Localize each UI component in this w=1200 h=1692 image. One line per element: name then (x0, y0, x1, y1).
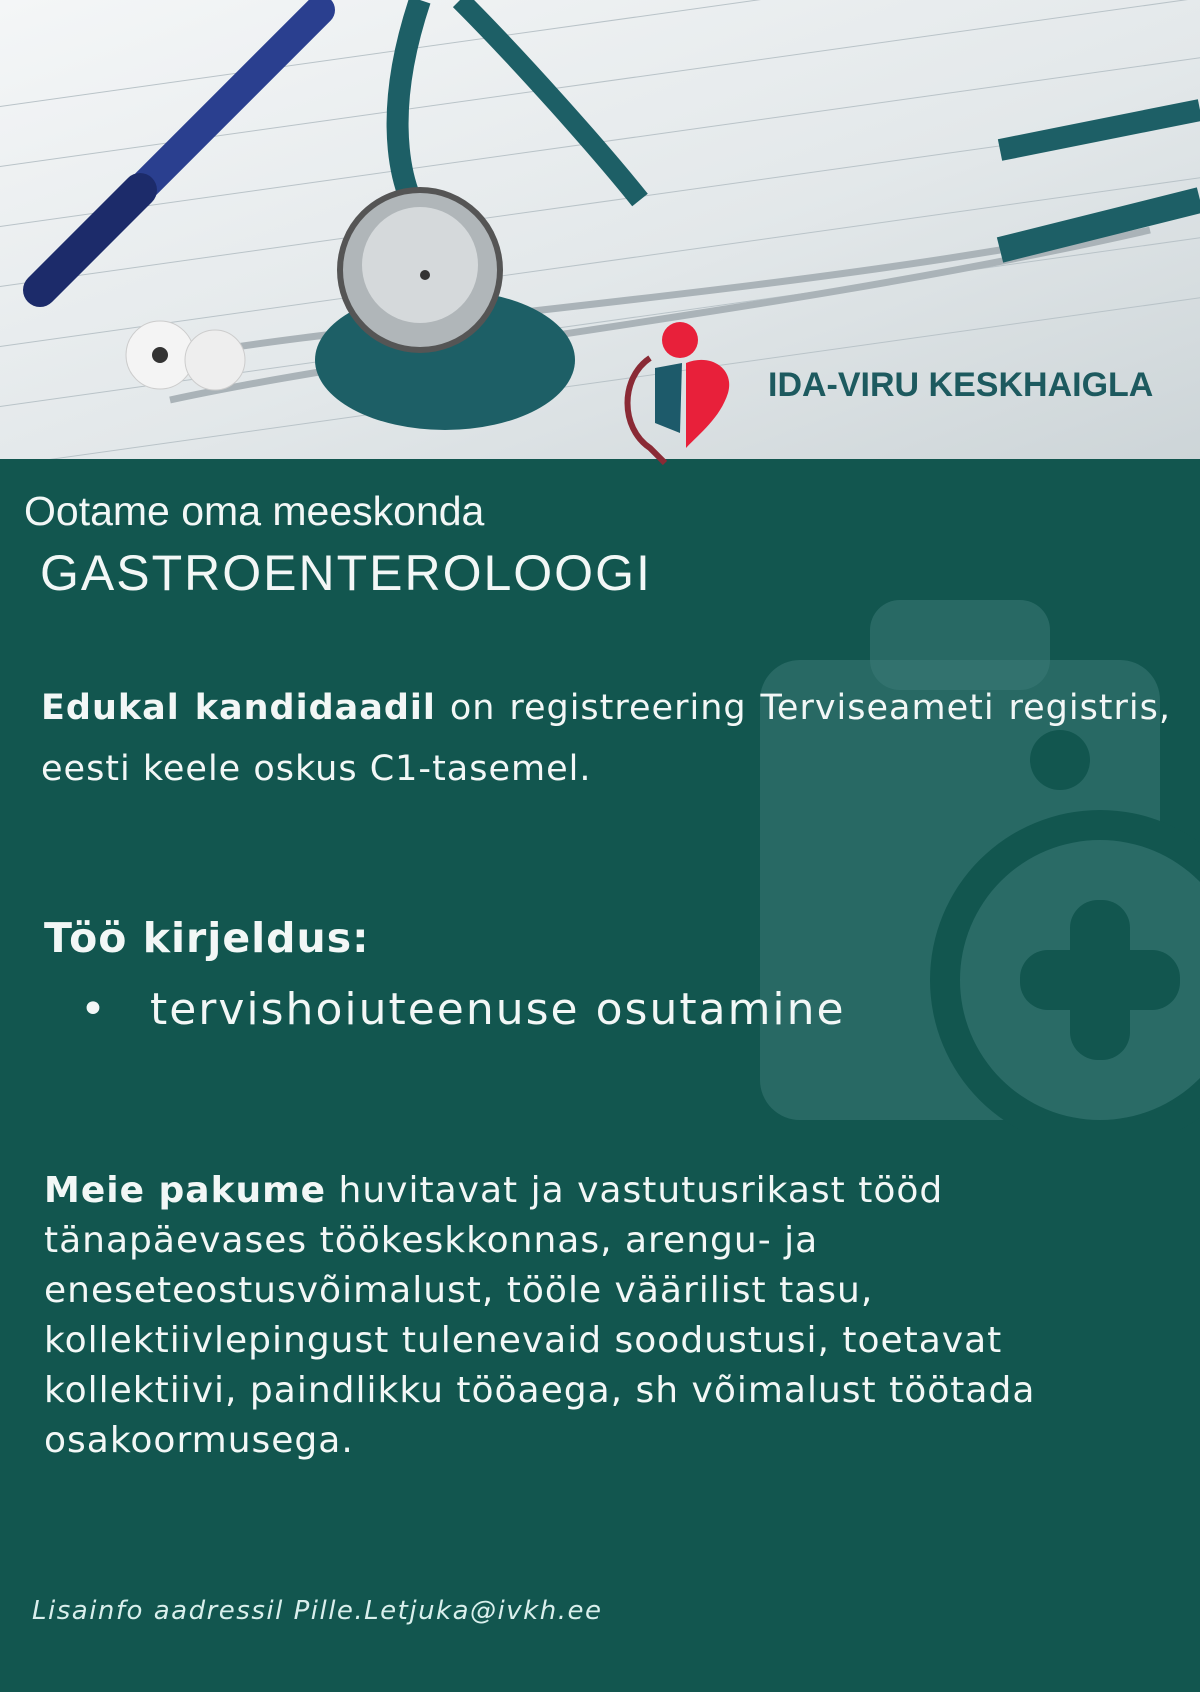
offer-body: huvitavat ja vastutusrikast tööd tänapäevases töökeskkonnas, arengu- ja eneseteostusvõimalust, tööle väärilist tasu, kollektiivlepingust tulenevaid soodustusi, toetavat kollektiivi, paindlikku tööaega, sh võimalust töötada osakoormusega. (44, 1170, 1036, 1461)
requirements-text (41, 678, 1171, 800)
requirements-lead: Edukal kandidaadil (41, 688, 436, 728)
job-description-list (80, 984, 846, 1035)
hospital-name: IDA-VIRU KESKHAIGLA (768, 366, 1154, 404)
hospital-logo (620, 318, 740, 468)
list-item: • tervishoiuteenuse osutamine (80, 984, 846, 1035)
intro-subtitle: Ootame oma meeskonda (24, 488, 485, 534)
job-description-heading: Töö kirjeldus: (44, 914, 370, 962)
position-title: GASTROENTEROLOOGI (40, 545, 652, 601)
offer-text (44, 1166, 1184, 1466)
contact-info: Lisainfo aadressil Pille.Letjuka@ivkh.ee (32, 1596, 603, 1626)
requirements-body: on registreering Terviseameti registris, eesti keele oskus C1-tasemel. (41, 688, 1171, 789)
offer-lead: Meie pakume (44, 1170, 327, 1211)
